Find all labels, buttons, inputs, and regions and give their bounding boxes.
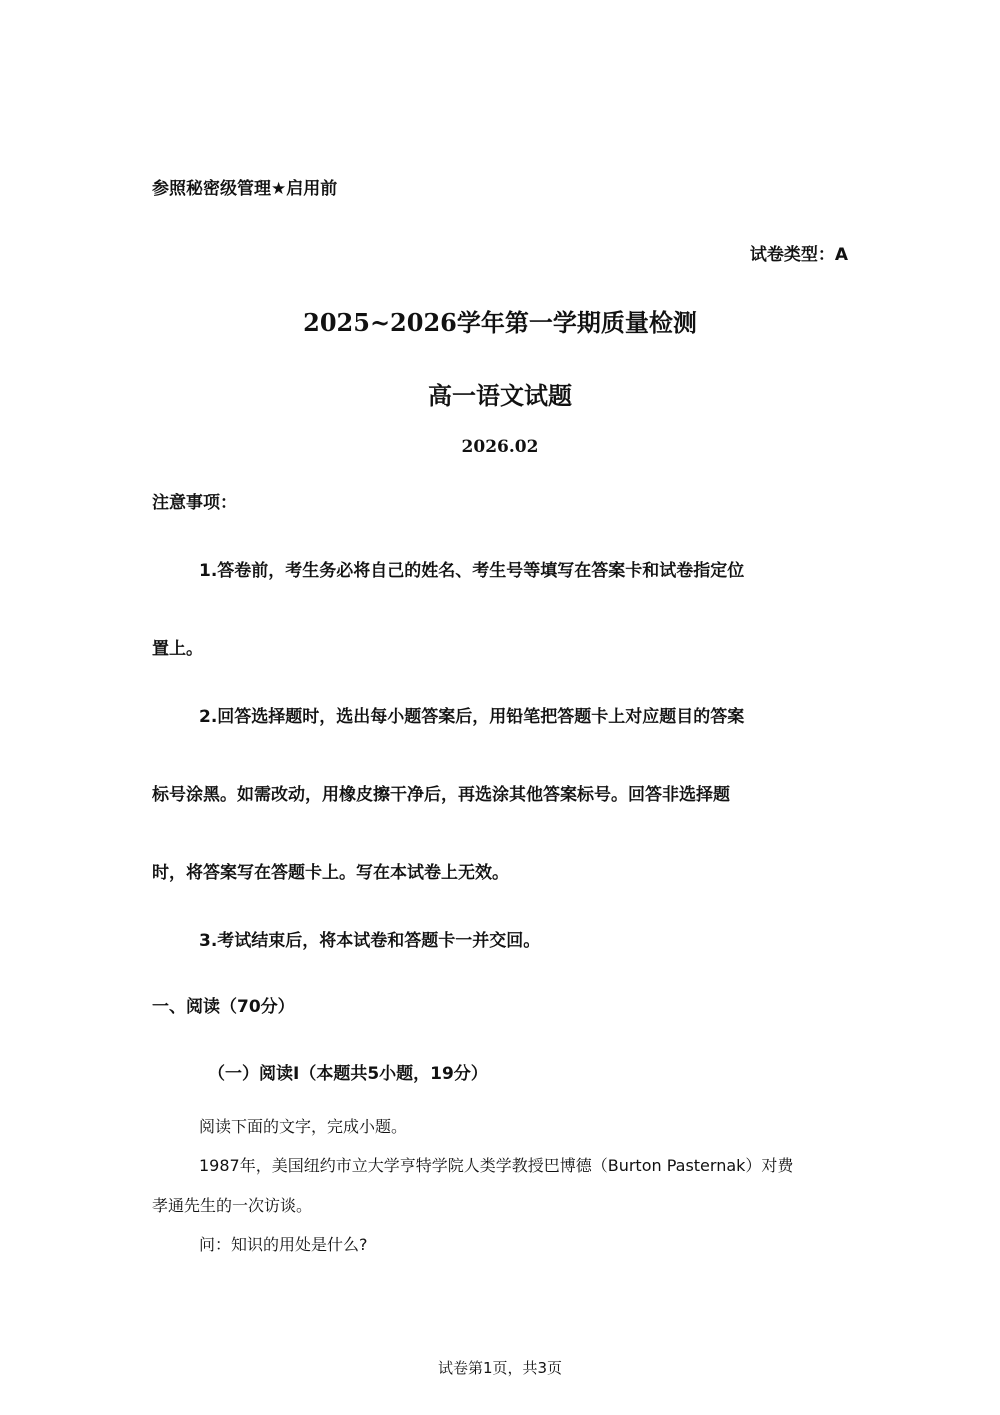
notes-heading: 注意事项： bbox=[152, 493, 237, 513]
paper-type-label: 试卷类型：A bbox=[749, 245, 848, 265]
body-paragraph: 1987年，美国纽约市立大学亨特学院人类学教授巴博德（Burton Pasternak）对费 bbox=[199, 1156, 794, 1175]
section-heading: 一、阅读（70分） bbox=[152, 997, 295, 1017]
subsection-heading: （一）阅读I（本题共5小题，19分） bbox=[208, 1064, 488, 1084]
body-paragraph: 阅读下面的文字，完成小题。 bbox=[199, 1117, 408, 1136]
note-line: 时，将答案写在答题卡上。写在本试卷上无效。 bbox=[152, 863, 509, 883]
note-line: 1.答卷前，考生务必将自己的姓名、考生号等填写在答案卡和试卷指定位 bbox=[199, 561, 745, 581]
note-line: 标号涂黑。如需改动，用橡皮擦干净后，再选涂其他答案标号。回答非选择题 bbox=[152, 785, 730, 805]
page-footer: 试卷第1页，共3页 bbox=[437, 1359, 563, 1377]
note-line: 2.回答选择题时，选出每小题答案后，用铅笔把答题卡上对应题目的答案 bbox=[199, 707, 745, 727]
exam-date: 2026.02 bbox=[461, 437, 539, 457]
note-line: 3.考试结束后，将本试卷和答题卡一并交回。 bbox=[199, 931, 541, 951]
secrecy-level-label: 参照秘密级管理★启用前 bbox=[152, 179, 338, 199]
body-paragraph-continued: 孝通先生的一次访谈。 bbox=[152, 1196, 313, 1215]
exam-title: 2025~2026学年第一学期质量检测 bbox=[303, 308, 697, 337]
note-line: 置上。 bbox=[152, 639, 203, 659]
subject-title: 高一语文试题 bbox=[428, 382, 572, 410]
body-paragraph: 问：知识的用处是什么? bbox=[199, 1235, 368, 1254]
